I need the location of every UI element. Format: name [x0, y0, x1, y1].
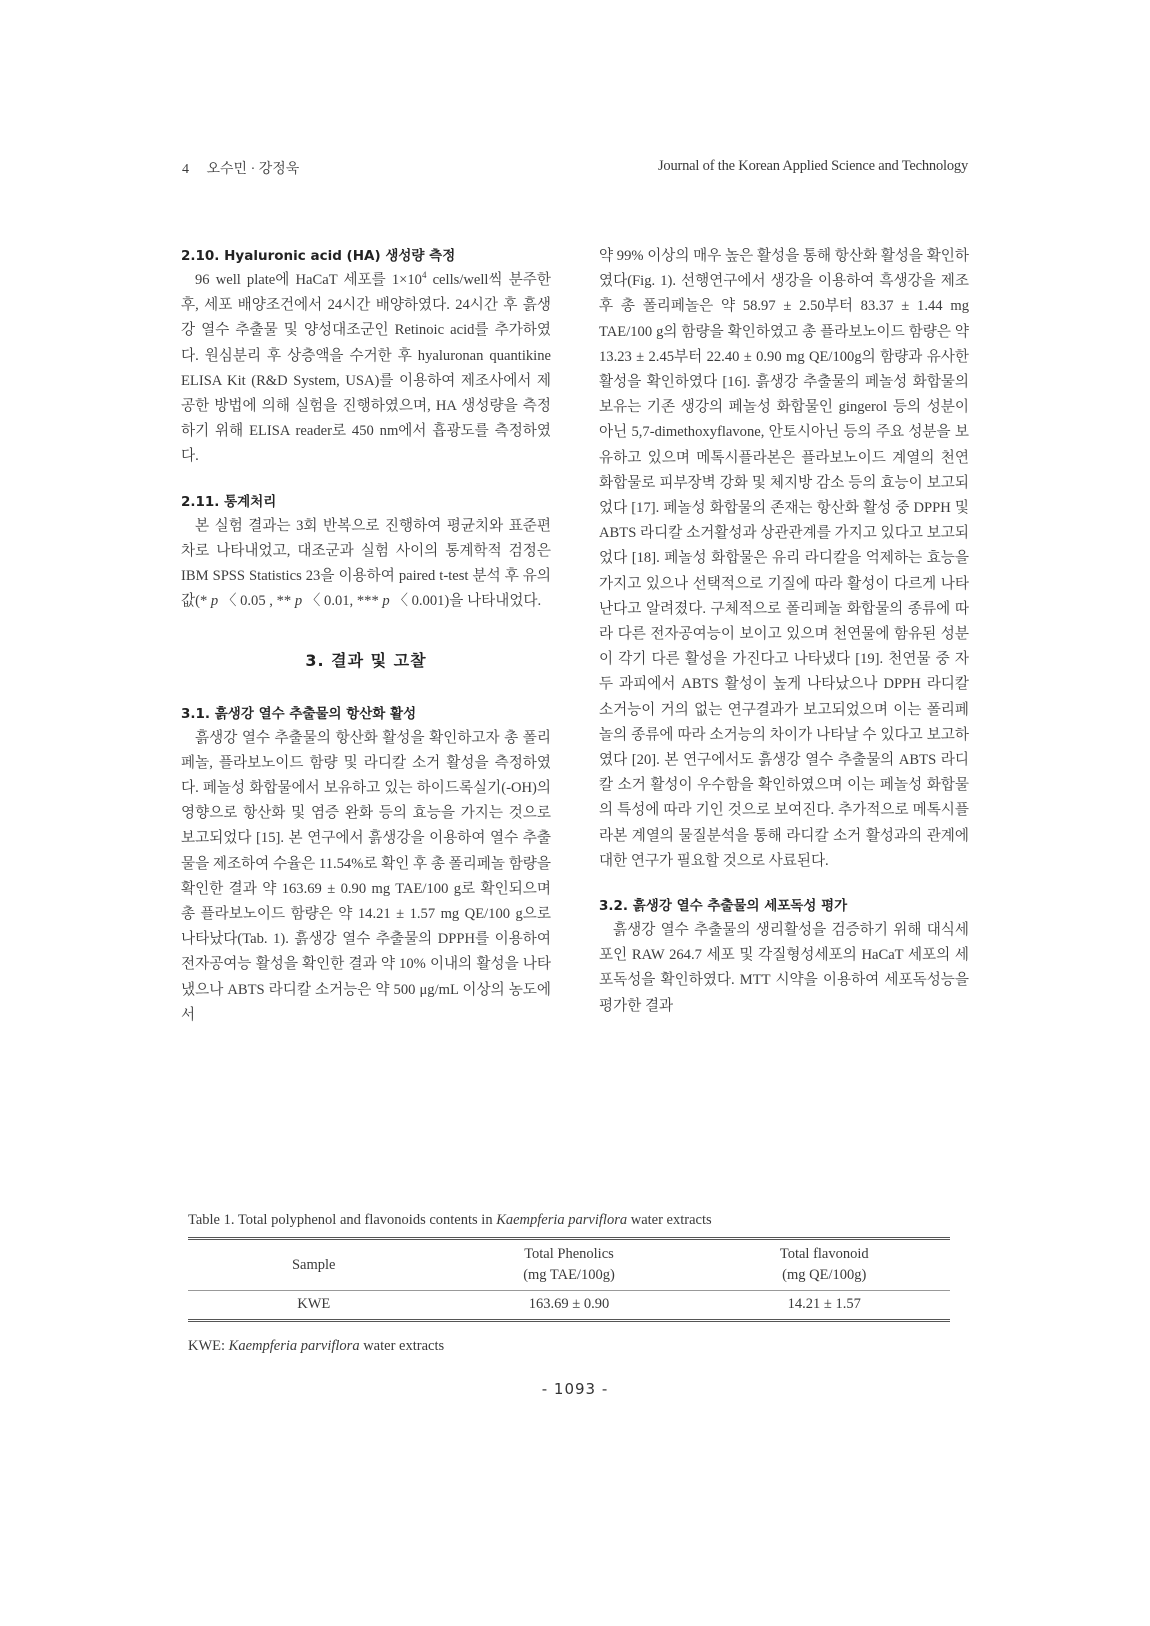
- text-span: KWE:: [188, 1338, 229, 1354]
- table-row: [188, 1291, 950, 1321]
- header-authors: 오수민 · 강정욱: [206, 162, 300, 177]
- cell-sample: KWE: [188, 1291, 439, 1321]
- spacer: [181, 614, 551, 648]
- running-head-left: [182, 158, 299, 178]
- species-name: Kaempferia parviflora: [228, 1338, 360, 1354]
- text-span: water extracts: [359, 1338, 445, 1354]
- header-line: Total Phenolics: [524, 1246, 614, 1262]
- header-page-number: 4: [182, 162, 189, 177]
- page-number: - 1093 -: [541, 1380, 609, 1398]
- text-span: 〈 0.001)을 나타내었다.: [389, 593, 542, 610]
- species-name: Kaempferia parviflora: [496, 1212, 628, 1228]
- paragraph-3-1: 흙생강 열수 추출물의 항산화 활성을 확인하고자 총 폴리페놀, 플라보노이드 함량 및 라디칼 소거 활성을 측정하였다. 페놀성 화합물에서 보유하고 있는 하이드록실기(-OH)의 영향으로 항산화 및 염증 완화 등의 효능을 가지는 것으로 보고되었다 [15]. 본 연구에서 흙생강을 이용하여 열수 추출물을 제조하여 수율은 11.54%로 확인 후 총 폴리페놀 함량을 확인한 결과 약 163.69 ± 0.90 mg TAE/100 g로 확인되으며 총 플라보노이드 함량은 약 14.21 ± 1.57 mg QE/100 g으로 나타났다(Tab. 1). 흙생강 열수 추출물의 DPPH를 이용하여 전자공여능 활성을 확인한 결과 약 10% 이내의 활성을 나타냈으나 ABTS 라디칼 소거능은 약 500 μg/mL 이상의 농도에서: [181, 729, 551, 1023]
- text-span: 〈 0.01, ***: [302, 593, 383, 610]
- chapter-heading-3: 3. 결과 및 고찰: [305, 651, 427, 671]
- text-span: cells/well씩 분주한 후, 세포 배양조건에서 24시간 배양하였다. 24시간 후 흙생강 열수 추출물 및 양성대조군인 Retinoic acid를 추가하였다. 원심분리 후 상층액을 수거한 후 hyaluronan quantikine ELISA Kit (R&D System, USA)를 이용하여 제조사에서 제공한 방법에 의해 실험을 진행하였으며, HA 생성량을 측정하기 위해 ELISA reader로 450 nm에서 흡광도를 측정하였다.: [181, 272, 551, 465]
- table-note: [188, 1338, 960, 1355]
- section-heading-2-10: 2.10. Hyaluronic acid (HA) 생성량 측정: [181, 248, 456, 264]
- spacer: [181, 470, 551, 490]
- p-symbol: p: [210, 593, 219, 610]
- text-span: 96 well plate에 HaCaT 세포를 1×10: [195, 272, 422, 288]
- left-column: [181, 244, 551, 1028]
- table-caption: [188, 1212, 960, 1229]
- header-total-flavonoid: [699, 1239, 950, 1291]
- header-unit: (mg TAE/100g): [523, 1267, 615, 1283]
- text-span: water extracts: [627, 1212, 712, 1228]
- header-unit: (mg QE/100g): [782, 1267, 867, 1283]
- spacer: [599, 874, 969, 894]
- table-1: [188, 1212, 960, 1355]
- cell-flavonoid: 14.21 ± 1.57: [699, 1291, 950, 1321]
- table-header-row: [188, 1239, 950, 1291]
- paragraph-2-11: [181, 514, 551, 615]
- text-span: 〈 0.05 , **: [218, 593, 295, 610]
- header-line: Total flavonoid: [779, 1246, 869, 1262]
- data-table: [188, 1237, 950, 1322]
- p-symbol: p: [382, 593, 390, 610]
- header-sample: Sample: [188, 1239, 439, 1291]
- paragraph-2-10: [181, 268, 551, 470]
- header-total-phenolics: [439, 1239, 698, 1291]
- header-journal-title: Journal of the Korean Applied Science and Technology: [657, 158, 968, 174]
- right-column: [599, 244, 969, 1019]
- text-span: 본 실험 결과는 3회 반복으로 진행하여 평균치와 표준편차로 나타내었고, 대조군과 실험 사이의 통계학적 검정은 IBM SPSS Statistics 23을 이용하여 paired t-test 분석 후 유의값(*: [181, 517, 551, 610]
- p-symbol: p: [294, 593, 303, 610]
- spacer: [181, 674, 551, 702]
- section-heading-2-11: 2.11. 통계처리: [181, 493, 277, 510]
- running-head: [182, 158, 968, 182]
- section-heading-3-2: 3.2. 흙생강 열수 추출물의 세포독성 평가: [599, 898, 848, 915]
- section-heading-3-1: 3.1. 흙생강 열수 추출물의 항산화 활성: [181, 705, 417, 722]
- text-span: Table 1. Total polyphenol and flavonoids contents in: [188, 1212, 497, 1228]
- paragraph-3-1-continued: 약 99% 이상의 매우 높은 활성을 통해 항산화 활성을 확인하였다(Fig. 1). 선행연구에서 생강을 이용하여 흑생강을 제조 후 총 폴리페놀은 약 58.97 ± 2.50부터 83.37 ± 1.44 mg TAE/100 g의 함량을 확인하였고 총 플라보노이드 함량은 약 13.23 ± 2.45부터 22.40 ± 0.90 mg QE/100g의 함량과 유사한 활성을 확인하였다 [16]. 흙생강 추출물의 페놀성 화합물의 보유는 기존 생강의 페놀성 화합물인 gingerol 등의 성분이 아닌 5,7-dimethoxyflavone, 안토시아닌 등의 주요 성분을 보유하고 있으며 메톡시플라본은 플라보노이드 계열의 천연 화합물로 피부장벽 강화 및 체지방 감소 등의 효능이 보고되었다 [17]. 페놀성 화합물의 존재는 항산화 활성 중 DPPH 및 ABTS 라디칼 소거활성과 상관관계를 가지고 있다고 보고되었다 [18]. 페놀성 화합물은 유리 라디칼을 억제하는 효능을 가지고 있으나 선택적으로 기질에 따라 활성이 다르게 나타난다고 알려졌다. 구체적으로 폴리페놀 화합물의 종류에 따라 다른 전자공여능이 보이고 있으며 천연물에 함유된 성분이 각기 다른 활성을 가진다고 나타냈다 [19]. 천연물 중 자두 과피에서 ABTS 활성이 높게 나타났으나 DPPH 라디칼 소거능이 거의 없는 연구결과가 보고되었으며 이는 폴리페놀의 종류에 따라 소거능의 차이가 나타날 수 있다고 보고하였다 [20]. 본 연구에서도 흙생강 열수 추출물의 ABTS 라디칼 소거 활성이 우수함을 확인하였으며 이는 페놀성 화합물의 특성에 따라 기인 것으로 보여진다. 추가적으로 메톡시플라본 계열의 물질분석을 통해 라디칼 소거 활성과의 관계에 대한 연구가 필요할 것으로 사료된다.: [599, 248, 969, 869]
- paragraph-3-2: 흙생강 열수 추출물의 생리활성을 검증하기 위해 대식세포인 RAW 264.7 세포 및 각질형성세포의 HaCaT 세포의 세포독성을 확인하였다. MTT 시약을 이용하여 세포독성능을 평가한 결과: [599, 922, 969, 1014]
- superscript: 4: [421, 270, 427, 281]
- cell-phenolics: 163.69 ± 0.90: [439, 1291, 698, 1321]
